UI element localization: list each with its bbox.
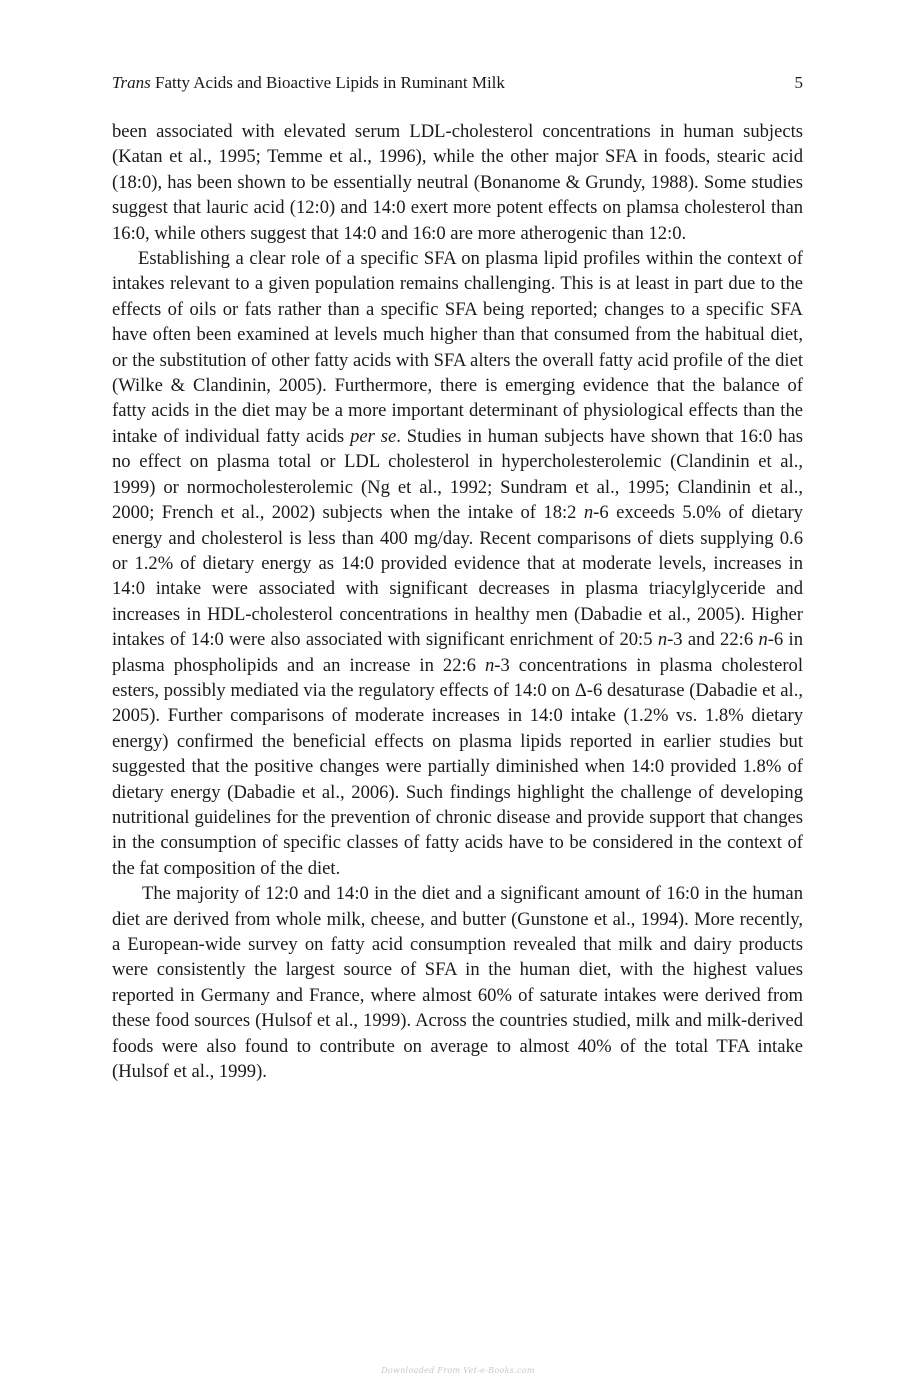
paragraph-2 [112,246,803,881]
paragraph-2-italic-n: n [758,629,768,651]
paragraph-2-part-i: -6 in plasma phospholipids and an increase in 22:6 [112,629,803,676]
paragraph-2-part-a: Establishing a clear role of a specific SFA on plasma lipid profiles within the context of intakes relevant to a given population remains challenging. This is at least in part due to the effects of oils or fats rather than a specific SFA being reported; changes to a specific SFA have often been examined at levels much higher than that consumed from the habitual diet, or the substitution of other fatty acids with SFA alters the overall fatty acid profile of the diet (Wilke & Clandinin, 2005). Furthermore, there is emerging evidence that the balance of fatty acids in the diet may be a more important determinant of physiological effects than the intake of individual fatty acids [112,248,803,447]
paragraph-2-italic-n: n [583,502,594,524]
paragraph-1: been associated with elevated serum LDL-cholesterol concentrations in human subjects (Katan et al., 1995; Temme et al., 1996), while the other major SFA in foods, stearic acid (18:0), has been shown to be essentially neutral (Bonanome & Grundy, 1988). Some studies suggest that lauric acid (12:0) and 14:0 exert more potent effects on plamsa cholesterol than 16:0, while others suggest that 14:0 and 16:0 are more atherogenic than 12:0. [112,121,803,244]
body-text [112,119,803,1084]
running-title-italic: Trans [112,73,151,92]
download-watermark: Downloaded From Vet-e-Books.com [381,1366,535,1375]
running-title [112,72,505,94]
paragraph-2-part-e: -6 exceeds 5.0% of dietary energy and cholesterol is less than 400 mg/day. Recent comparisons of diets supplying 0.6 or 1.2% of dietary energy as 14:0 provided evidence that at moderate levels, increases in 14:0 intake were associated with significant decreases in plasma triacylglyceride and increases in HDL-cholesterol concentrations in healthy men (Dabadie et al., 2005). Higher intakes of 14:0 were also associated with significant enrichment of 20:5 [112,502,803,651]
paragraph-2-part-c: . Studies in human subjects have shown that 16:0 has no effect on plasma total or LDL cholesterol in hypercholesterolemic (Clandinin et al., 1999) or normocholesterolemic (Ng et al., 1992; Sundram et al., 1995; Clandinin et al., 2000; French et al., 2002) subjects when the intake of 18:2 [112,425,803,524]
paragraph-2-italic-per-se: per se [350,425,397,447]
page-number: 5 [794,73,803,92]
paragraph-2-italic-n: n [484,654,495,676]
paragraph-2-italic-n: n [657,629,668,651]
paragraph-2-part-k: -3 concentrations in plasma cholesterol esters, possibly mediated via the regulatory effects of 14:0 on Δ-6 desaturase (Dabadie et al., 2005). Further comparisons of moderate increases in 14:0 intake (1.2% vs. 1.8% dietary energy) confirmed the beneficial effects on plasma lipids reported in earlier studies but suggested that the positive changes were partially diminished when 14:0 provided 1.8% of dietary energy (Dabadie et al., 2006). Such findings highlight the challenge of developing nutritional guidelines for the prevention of chronic disease and provide support that changes in the consumption of specific classes of fatty acids have to be considered in the context of the fat composition of the diet. [112,654,803,879]
running-head [112,72,803,94]
running-title-rest: Fatty Acids and Bioactive Lipids in Ruminant Milk [150,73,505,92]
paragraph-2-part-g: -3 and 22:6 [667,629,759,651]
paragraph-3: The majority of 12:0 and 14:0 in the diet and a significant amount of 16:0 in the human diet are derived from whole milk, cheese, and butter (Gunstone et al., 1994). More recently, a European-wide survey on fatty acid consumption revealed that milk and dairy products were consistently the largest source of SFA in the human diet, with the highest values reported in Germany and France, where almost 60% of saturate intakes were derived from these food sources (Hulsof et al., 1999). Across the countries studied, milk and milk-derived foods were also found to contribute on average to almost 40% of the total TFA intake (Hulsof et al., 1999). [112,883,803,1083]
